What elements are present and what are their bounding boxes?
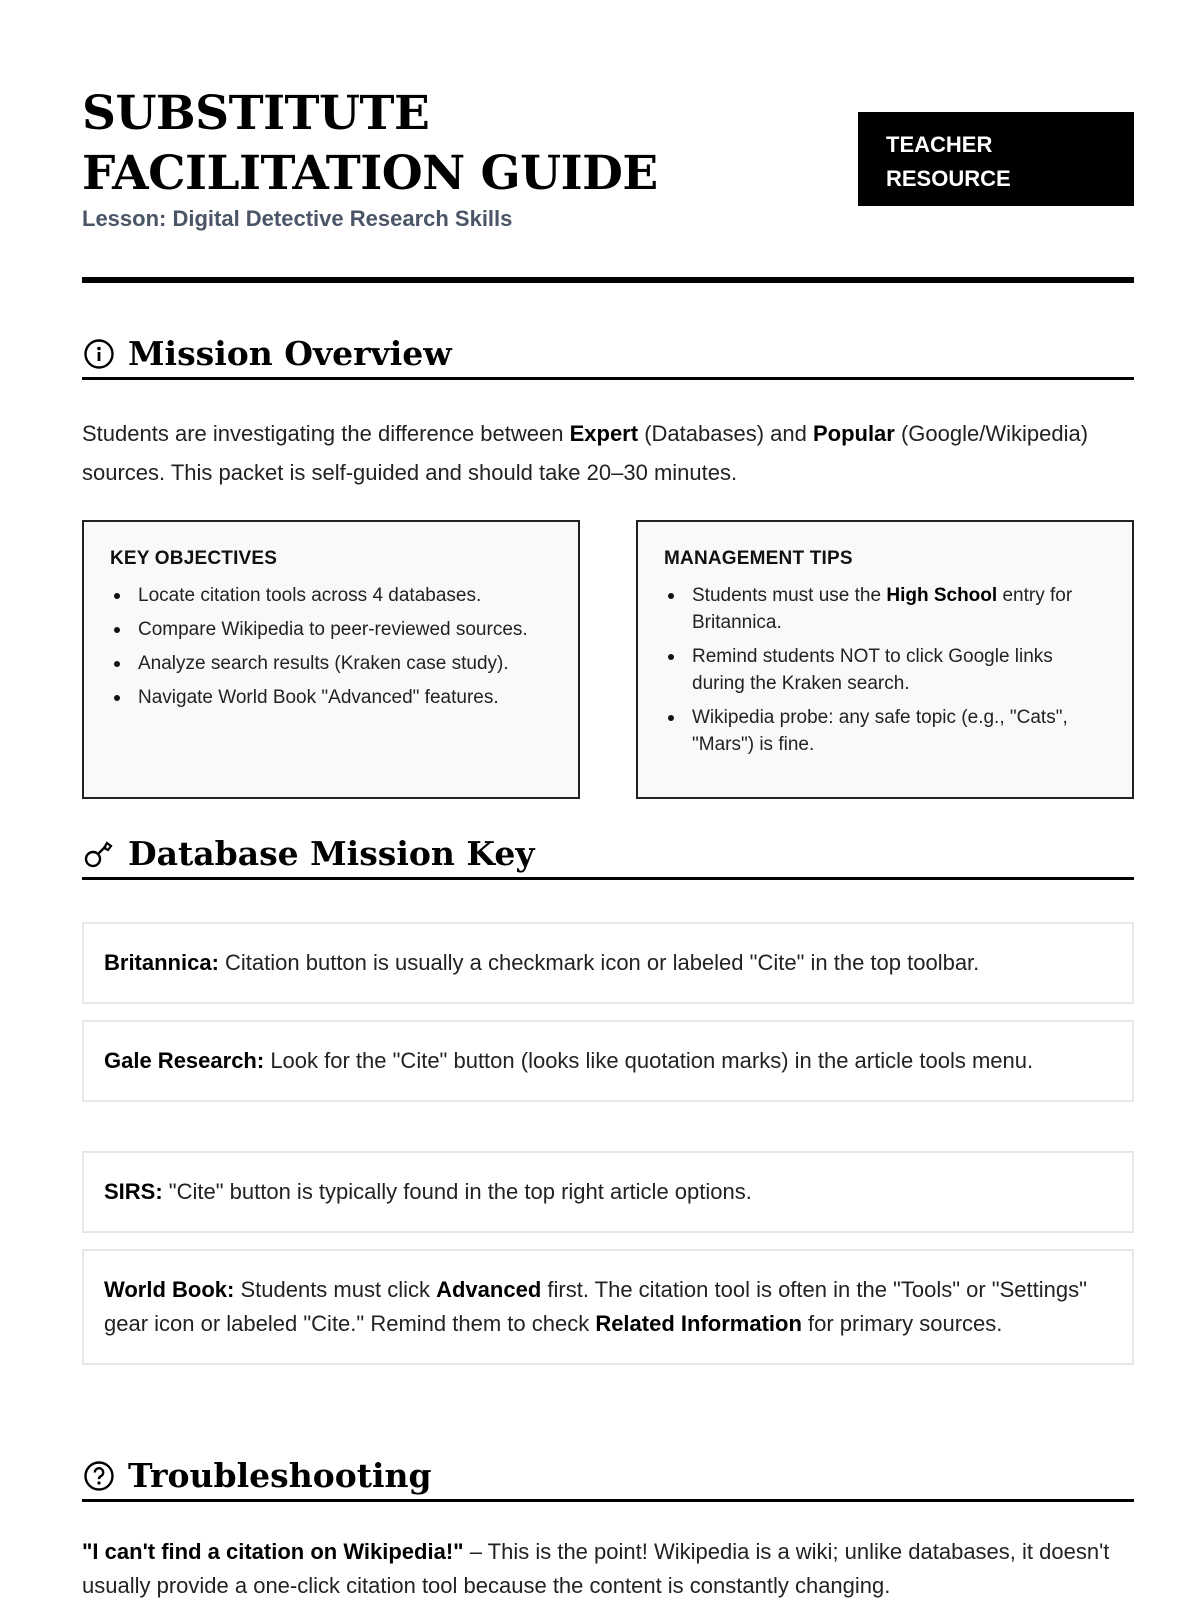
list-item: Remind students NOT to click Google links during the Kraken search. <box>664 643 1106 697</box>
database-note: Students must click <box>234 1277 437 1302</box>
troubleshooting-entry <box>82 1535 1134 1600</box>
badge-line-2: RESOURCE <box>886 166 1011 191</box>
tip-text: Students must use the <box>692 585 887 606</box>
database-key-item-world-book <box>82 1249 1134 1365</box>
list-item: Wikipedia probe: any safe topic (e.g., "Cats", "Mars") is fine. <box>664 704 1106 758</box>
section-title: Mission Overview <box>128 334 452 373</box>
card-heading: KEY OBJECTIVES <box>110 548 278 569</box>
question-circle-icon <box>82 1459 116 1493</box>
info-circle-icon <box>82 337 116 371</box>
guide-page <box>82 0 1134 1598</box>
database-key-item-britannica <box>82 922 1134 1004</box>
database-name: Gale Research: <box>104 1048 265 1073</box>
database-note: for primary sources. <box>801 1311 1003 1336</box>
section-heading-troubleshooting <box>82 1452 1134 1502</box>
bold-advanced: Advanced <box>436 1277 542 1302</box>
lesson-subtitle: Lesson: Digital Detective Research Skills <box>82 206 513 231</box>
list-item: Analyze search results (Kraken case study). <box>110 650 552 677</box>
list-item: Navigate World Book "Advanced" features. <box>110 684 552 711</box>
tips-list <box>664 582 1106 758</box>
key-objectives-card <box>82 520 580 799</box>
section-heading-mission-overview <box>82 330 1134 380</box>
intro-bold-expert: Expert <box>569 421 639 446</box>
intro-text: (Databases) and <box>638 421 813 446</box>
list-item: Locate citation tools across 4 databases. <box>110 582 552 609</box>
database-note: Look for the "Cite" button (looks like quotation marks) in the article tools menu. <box>264 1048 1034 1073</box>
page-title: SUBSTITUTE FACILITATION GUIDE <box>82 86 658 201</box>
intro-text: (Google/Wikipedia) sources. This packet is self-guided and should take 20–30 minutes. <box>82 421 1089 485</box>
troubleshooting-question: "I can't find a citation on Wikipedia!" <box>82 1539 464 1564</box>
intro-bold-popular: Popular <box>812 421 895 446</box>
bold-related-information: Related Information <box>595 1311 802 1336</box>
mission-intro <box>82 414 1134 492</box>
database-note: first. The citation tool is often in the "Tools" or "Settings" gear icon or labeled "Cite." Remind them to check <box>104 1277 1087 1336</box>
intro-text: Students are investigating the difference between <box>82 421 570 446</box>
database-name: World Book: <box>104 1277 235 1302</box>
database-key-item-gale <box>82 1020 1134 1102</box>
database-name: Britannica: <box>104 950 219 975</box>
management-tips-card <box>636 520 1134 799</box>
badge-line-1: TEACHER <box>886 132 993 157</box>
page-header <box>82 0 1134 290</box>
header-divider <box>82 277 1134 283</box>
objectives-list <box>110 582 552 711</box>
database-note: "Cite" button is typically found in the top right article options. <box>162 1179 752 1204</box>
list-item <box>664 582 1106 636</box>
card-heading: MANAGEMENT TIPS <box>664 548 853 569</box>
teacher-resource-badge <box>858 112 1134 206</box>
database-note: Citation button is usually a checkmark icon or labeled "Cite" in the top toolbar. <box>218 950 980 975</box>
database-name: SIRS: <box>104 1179 163 1204</box>
tip-bold: High School <box>886 585 998 606</box>
section-title: Troubleshooting <box>128 1456 432 1495</box>
troubleshooting-answer: – This is the point! Wikipedia is a wiki; unlike databases, it doesn't usually provide a one-click citation tool because the content is constantly changing. <box>82 1539 1110 1598</box>
tip-text: entry for Britannica. <box>692 585 1073 633</box>
database-key-item-sirs <box>82 1151 1134 1233</box>
list-item: Compare Wikipedia to peer-reviewed sources. <box>110 616 552 643</box>
key-icon <box>82 837 116 871</box>
section-heading-database-key <box>82 830 1134 880</box>
section-title: Database Mission Key <box>128 834 535 873</box>
